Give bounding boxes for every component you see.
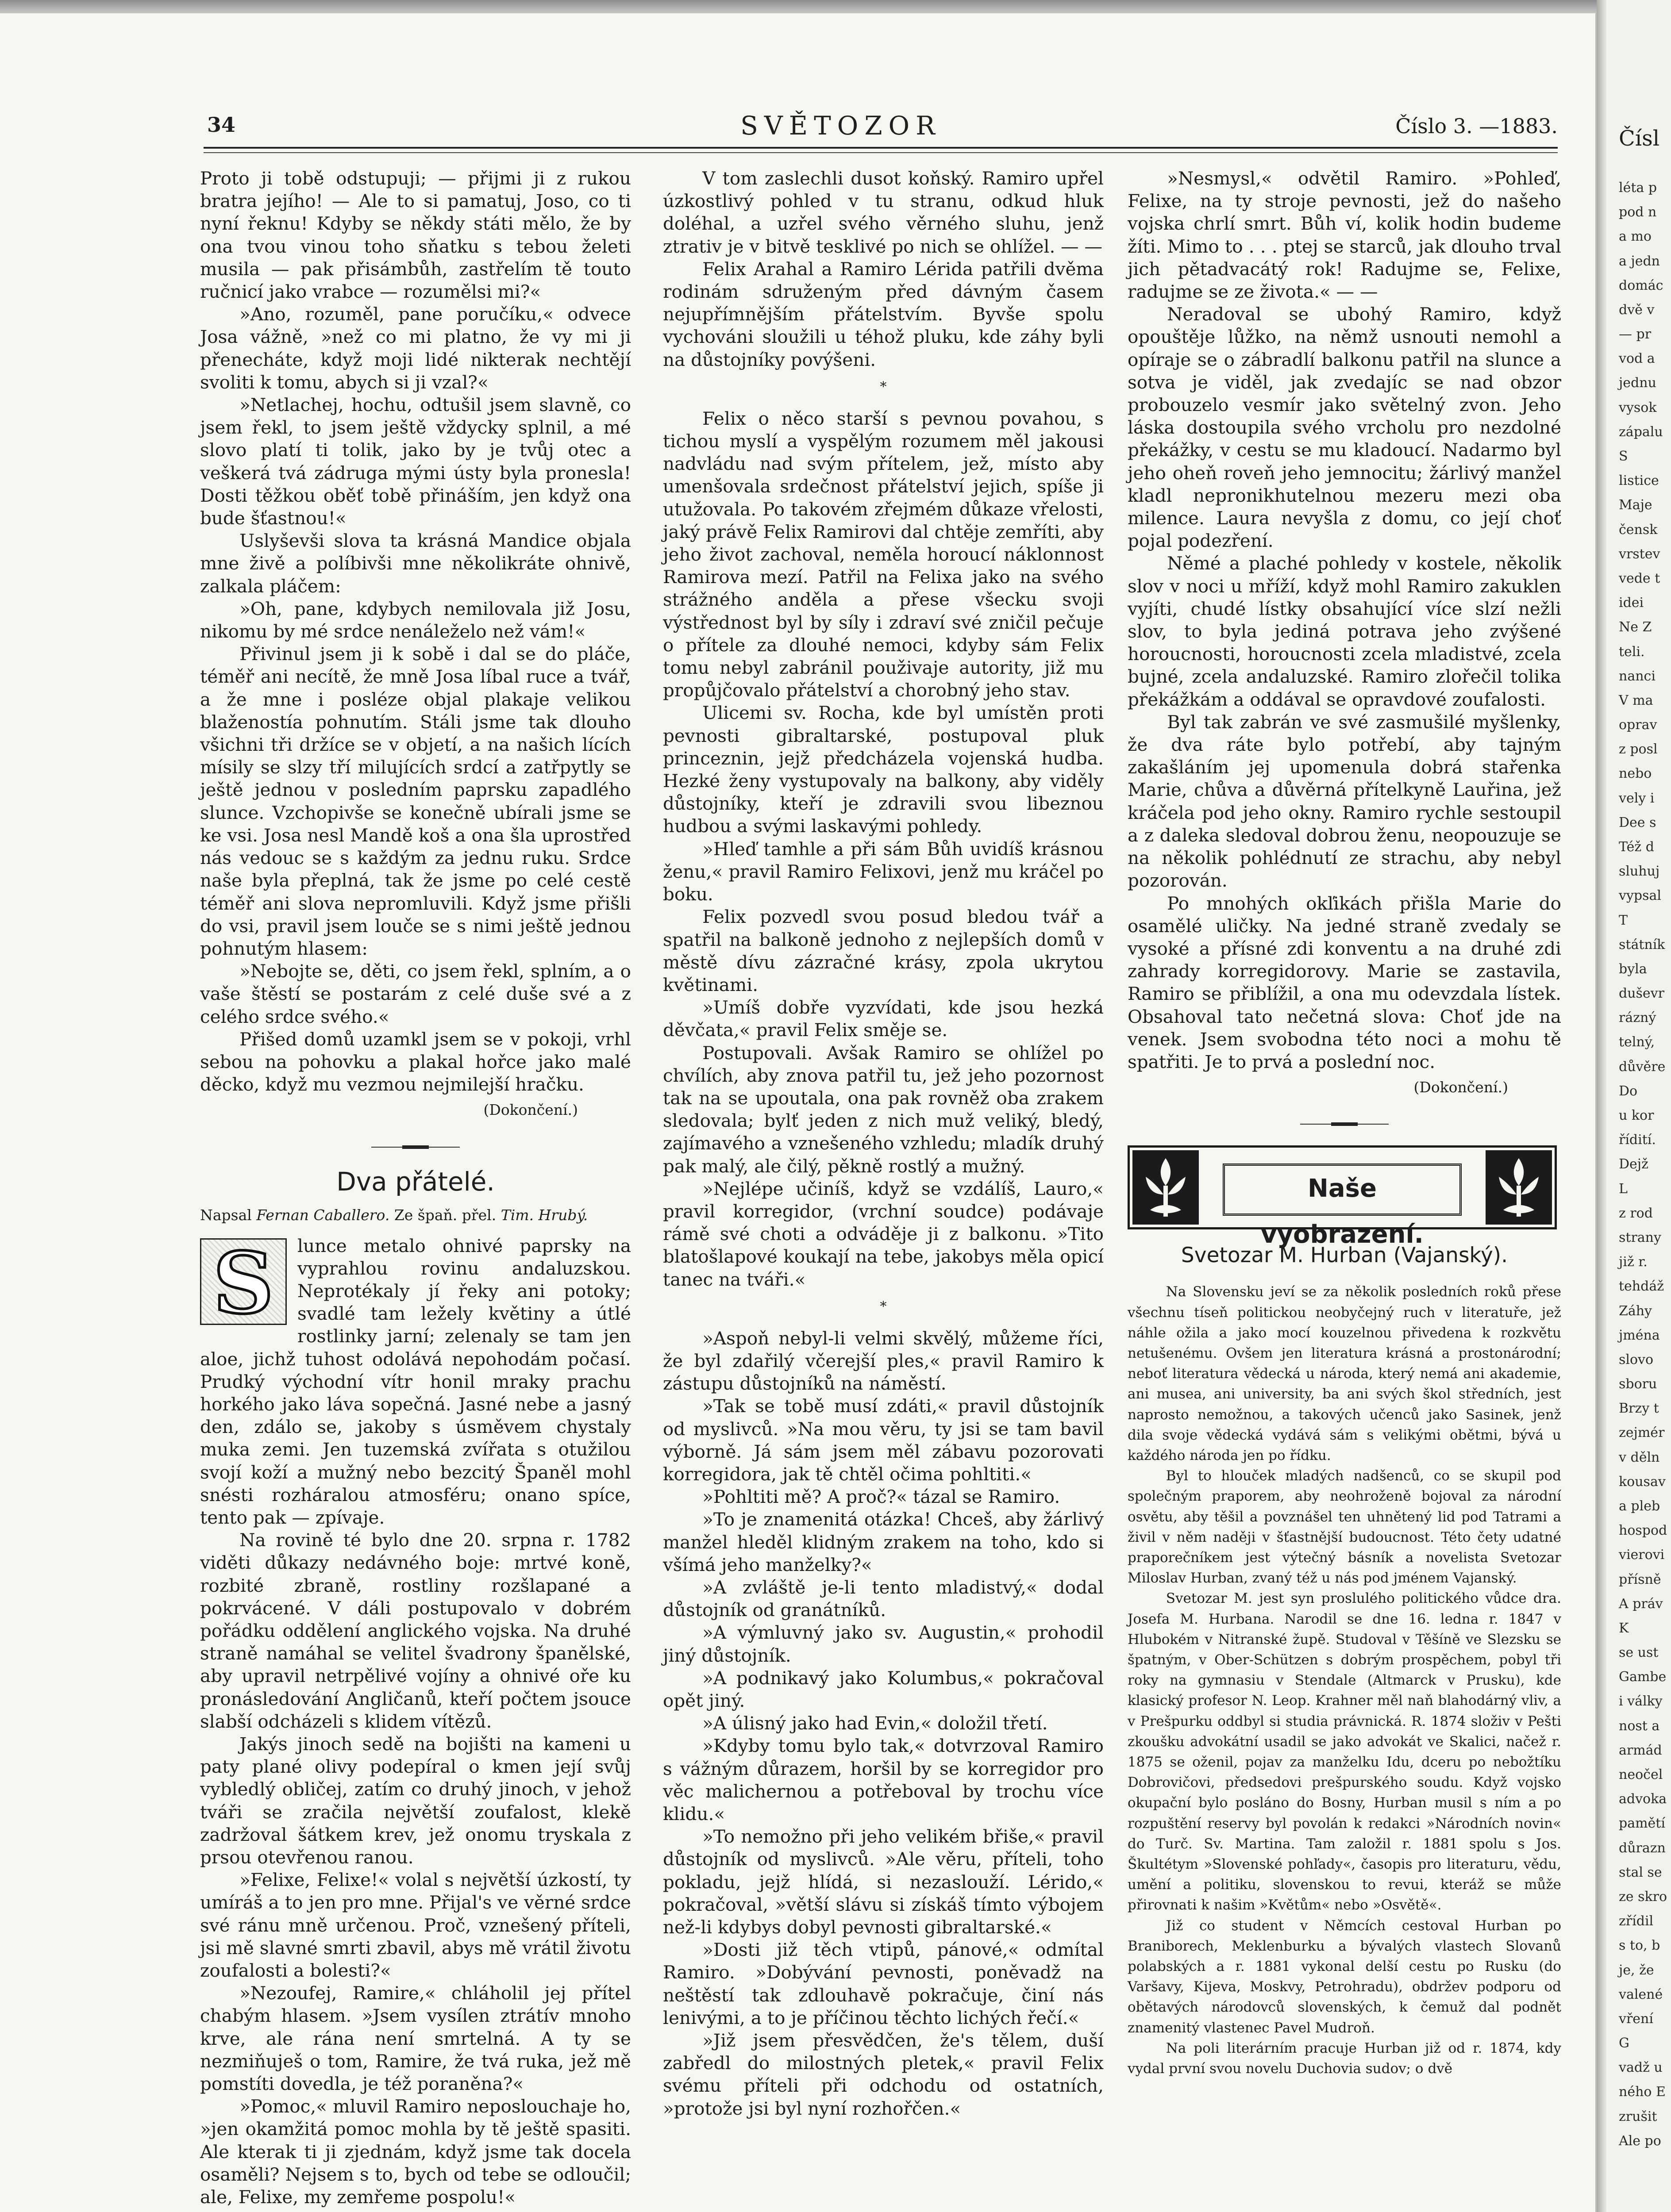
right-page-line: ného E [1619, 2084, 1666, 2100]
paragraph: Na Slovensku jeví se za několik posledních roků přese všechnu tíseň politickou neobyčejný ruch v literatuře, jež náhle ožila a jako mocí kouzelnou přivedena k rozkvětu netušenému. Ovšem jen literatura krásná a prostonárodní; neboť literatura vědecká u národa, který nemá ani akademie, ani musea, ani university, ba ani svých škol středních, jest naprosto nemožnou, a takových učenců jako Sasinek, jenž dila svoje vědecká vydává sám s velikými obětmi, bývá u každého národa jen po řídku. [1128, 1284, 1561, 1463]
right-page-line: v děln [1619, 1450, 1660, 1465]
byline-translator: Tim. Hrubý. [501, 1206, 588, 1224]
right-page-line: státník [1619, 937, 1665, 952]
paragraph: Němé a plaché pohledy v kostele, několik slov v noci u mříží, když mohl Ramiro zakuklen vyjíti, chudé lístky obsahující více slzí nežli slov, to byla jediná potrava jeho zvýšené horoucnosti, horoucnosti zcela mladistvé, zcela bujné, zcela andaluzské. Ramiro zlořečil tolika překážkám a oddával se opravdové zoufalosti. [1128, 553, 1561, 710]
paragraph: »Nebojte se, děti, co jsem řekl, splním, a o vaše štěstí se postarám z celé duše své a z celého srdce svého.« [200, 960, 631, 1027]
right-page-line: listice [1619, 473, 1659, 488]
paragraph: »Aspoň nebyl-li velmi skvělý, můžeme říci, že byl zdařilý včerejší ples,« pravil Ramiro k zástupu důstojníků na náměstí. [663, 1327, 1104, 1394]
paragraph: Neradoval se ubohý Ramiro, když opouštěje lůžko, na němž usnouti nemohl a opíraje se o zábradlí balkonu patřil na slunce a sotva je viděl, jak zvedajíc se nad obzor probouzelo vesmír jako světelný zvon. Jeho láska dostoupila svého vrcholu pro nezdolné překážky, v cestu se mu kladoucí. Nadarmo byl jeho oheň roveň jeho jemnocitu; žárlivý manžel kladl nepronikhutelnou mezeru mezi oba milence. Laura nevyšla z domu, co její choť pojal podezření. [1128, 303, 1561, 552]
paragraph: »Pohltiti mě? A proč?« tázal se Ramiro. [702, 1486, 1060, 1508]
paragraph: »A úlisný jako had Evin,« doložil třetí. [702, 1713, 1048, 1734]
right-page-line: duševr [1619, 986, 1664, 1001]
right-page-line: vření [1619, 2011, 1653, 2027]
paragraph: Felix Arahal a Ramiro Lérida patřili dvěma rodinám sdruženým před dávným časem nejupřímnějším přátelstvím. Byvše spolu vychováni sloužili u téhož pluku, kde záhy byli na důstojníky povýšeni. [663, 258, 1104, 370]
right-page-line: K [1619, 1621, 1629, 1636]
right-page-line: sboru [1619, 1376, 1657, 1392]
section-star: * [880, 1298, 887, 1314]
byline-prefix: Napsal [200, 1206, 252, 1224]
article-body [1128, 1282, 1561, 2079]
paragraph: »A zvláště je-li tento mladistvý,« dodal důstojník od granátníků. [663, 1576, 1104, 1621]
right-page-line: pamětí [1619, 1816, 1665, 1831]
column-2 [663, 167, 1104, 2120]
paragraph: »Umíš dobře vyzvídati, kde jsou hezká děvčata,« pravil Felix směje se. [663, 997, 1104, 1041]
right-page-line: sluhuj [1619, 864, 1660, 879]
right-page-line: jména [1619, 1328, 1660, 1343]
right-page-line: stal se [1619, 1865, 1662, 1880]
right-page-line: zejmér [1619, 1425, 1665, 1440]
right-page-line: Maje [1619, 497, 1652, 513]
right-page-line: nost a [1619, 1718, 1660, 1734]
right-page-line: rázný [1619, 1010, 1656, 1025]
paragraph: Postupovali. Avšak Ramiro se ohlížel po chvílích, aby znova patřil tu, jež jeho pozornost tak na se upoutala, ona pak rovněž oba zrakem sledovala; bylť jeden z nich muž veliký, bledý, zajímavého a vznešeného vzhledu; mladík druhý pak malý, ale čilý, pěkně rostlý a mužný. [663, 1042, 1104, 1177]
continuation-note: (Dokončení.) [1413, 1079, 1508, 1096]
paragraph: »Hleď tamhle a při sám Bůh uvidíš krásnou ženu,« pravil Ramiro Felixovi, jenž mu kráčel po boku. [663, 838, 1104, 905]
right-page-line: vede t [1619, 571, 1660, 586]
right-page-line: je, že [1619, 1962, 1654, 1978]
right-page-line: Ne Z [1619, 619, 1652, 635]
right-page-line: armád [1619, 1743, 1662, 1758]
right-page-line: teli. [1619, 644, 1645, 660]
paragraph: »Oh, pane, kdybych nemilovala již Josu, nikomu by mé srdce nenáleželo než vám!« [200, 598, 631, 642]
right-page-fragment [1606, 0, 1671, 2212]
right-page-line: z rod [1619, 1206, 1653, 1221]
paragraph: »Již jsem přesvědčen, že's tělem, duší zabředl do milostných pletek,« pravil Felix svému příteli při odchodu od ostatních, »protože jsi byl nyní rozhořčen.« [663, 2030, 1104, 2119]
issue-number: Číslo 3. —1883. [1395, 114, 1558, 138]
right-page-line: řídití. [1619, 1132, 1656, 1148]
right-page-line: pod n [1619, 204, 1657, 220]
right-page-line: s to, b [1619, 1938, 1660, 1953]
right-page-line: dvě v [1619, 302, 1655, 318]
right-page-line: neočel [1619, 1767, 1663, 1782]
right-page-line: A práv [1619, 1596, 1663, 1612]
paragraph: »To je znamenitá otázka! Chceš, aby žárlivý manžel hleděl klidným zrakem na toho, kdo si všímá jeho manželky?« [663, 1509, 1104, 1575]
right-page-line: přísně [1619, 1572, 1661, 1587]
page-gutter [1597, 0, 1606, 2212]
right-page-line: V ma [1619, 693, 1653, 708]
paragraph: Ulicemi sv. Rocha, kde byl umístěn proti pevnosti gibraltarské, postupoval pluk princeznin, jejž předcházela vojenská hudba. Hezké ženy vystupovaly na balkony, aby viděly důstojníky, kteří je zdravili svou libeznou hudbou a svými laskavými pohledy. [663, 702, 1104, 837]
paragraph: Přivinul jsem ji k sobě i dal se do pláče, téměř ani necítě, že mně Josa líbal ruce a tvář, a že mne i posléze objal plakaje velikou blaženostía pohnutím. Stáli jsme tak dlouho všichni tři držíce se v objetí, a na našich lících mísily se slzy tří milujících srdcí a zatřpytly se ještě jednou v posledním paprsku zapadlého slunce. Vzchopivše se konečně ubírali jsme se ke vsi. Josa nesl Mandě koš a ona šla uprostřed nás vedouc se s každým za jednu ruku. Srdce naše byla přeplná, tak že jsme po celé cestě téměř ani slova nepromluvili. Když jsme přišli do vsi, pravil jsem louče se s nimi ještě jednou pohnutým hlasem: [200, 643, 631, 959]
paragraph: Uslyševši slova ta krásná Mandice objala mne živě a políbivši mne několikráte ohnivě, zalkala pláčem: [200, 530, 631, 597]
right-page-line: vadž u [1619, 2060, 1663, 2075]
right-page-line: již r. [1619, 1254, 1648, 1270]
right-page-line: a pleb [1619, 1498, 1660, 1514]
banner-label: Naše vyobrazení. [1223, 1164, 1462, 1216]
right-page-line: vysok [1619, 400, 1657, 415]
right-page-line: Též d [1619, 839, 1654, 855]
header-rule [204, 147, 1558, 149]
column-3 [1128, 167, 1561, 2079]
right-page-line: vod a [1619, 351, 1655, 366]
right-page-line: oprav [1619, 717, 1657, 733]
paragraph: »Netlachej, hochu, odtušil jsem slavně, co jsem řekl, to jsem ještě vždycky splnil, a mé slovo platí ti tolik, jako by je tvůj otec a veškerá tvá zádruga mými ústy byla pronesla! Dosti těžkou oběť tobě přináším, jen když ona bude šťastnou!« [200, 394, 631, 529]
paragraph: Proto ji tobě odstupuji; — přijmi ji z rukou bratra jejího! — Ale to si pamatuj, Joso, co ti nyní řeknu! Kdyby se někdy státi mělo, že by ona tvou vinou toho sňatku s tebou želeti musila — pak přisámbůh, zastřelím tě touto ručnicí jako vrabce — rozumělsi mi?« [200, 168, 631, 303]
right-page-line: zápalu [1619, 424, 1663, 440]
right-page-line: léta p [1619, 180, 1657, 196]
paragraph: Přišed domů uzamkl jsem se v pokoji, vrhl sebou na pohovku a plakal hořce jako malé děcko, když mu vezmou nejmilejší hračku. [200, 1028, 631, 1095]
right-page-line: idei [1619, 595, 1644, 611]
section-heading: Svetozar M. Hurban (Vajanský). [1181, 1243, 1508, 1268]
right-page-header: Čísl [1619, 126, 1660, 151]
continuation-note: (Dokončení.) [483, 1101, 578, 1119]
right-page-line: advoka [1619, 1791, 1667, 1807]
right-page-line: i války [1619, 1694, 1663, 1709]
paragraph: »Ano, rozuměl, pane poručíku,« odvece Josa vážně, »než co mi platno, že vy mi ji přenecháte, když moji lidé nikterak nechtějí svoliti k tomu, abych si ji vzal?« [200, 303, 631, 393]
right-page-line: Dejž [1619, 1156, 1648, 1172]
right-page-line: důrazn [1619, 1840, 1666, 1856]
drop-cap-initial: S [200, 1238, 287, 1325]
right-page-line: čensk [1619, 522, 1658, 538]
right-page-line: vierovi [1619, 1547, 1665, 1563]
right-page-line: slovo [1619, 1352, 1654, 1367]
paragraph: Felix pozvedl svou posud bledou tvář a spatřil na balkoně jednoho z nejlepších domů v městě dívu zázračné krásy, zpola ukrytou květinami. [663, 906, 1104, 995]
paragraph: »Tak se tobě musí zdáti,« pravil důstojník od myslivců. »Na mou věru, ty jsi se tam bavil výborně. Já sám jsem měl zábavu pozorovati korregidora, jak tě chtěl očima pohltiti.« [663, 1395, 1104, 1485]
right-page-line: Záhy [1619, 1303, 1652, 1319]
paragraph: Svetozar M. jest syn proslulého politického vůdce dra. Josefa M. Hurbana. Narodil se dne 16. ledna r. 1847 v Hlubokém v Nitranské župě. Studoval v Těšíně ve Slezsku se špatným, v Ober-Schützen s dobrým prospěchem, pobyl tři roky na gymnasiu v Stendale (Altmarck v Prusku), kde klasický profesor N. Leop. Krahner měl naň blahodárný vliv, a v Prešpurku oddbyl si studia právnická. R. 1874 složiv v Pešti zkoušku advokátní usadil se jako advokát ve Skalici, načež r. 1875 se oženil, pojav za manželku Idu, dceru po nebožtíku Dobrovičovi, předsedovi prešpurského soudu. Když vojsko okupační bylo posláno do Bosny, Hurban musil s ním a po rozpuštění reservy byl povolán k redakci »Národních novin« do Turč. Sv. Martina. Tam založil r. 1881 spolu s Jos. Škultétym »Slovenské pohľady«, časopis pro literaturu, vědu, umění a politiku, slovenskou to revui, kteráž se může přirovnati k našim »Květům« nebo »Osvětě«. [1128, 1590, 1561, 1913]
fleur-ornament-icon [1486, 1150, 1552, 1225]
paragraph: Na poli literárním pracuje Hurban již od r. 1874, kdy vydal první svou novelu Duchovia sudov; o dvě [1128, 2040, 1561, 2077]
section-star: * [880, 379, 887, 395]
right-page-line: hospod [1619, 1523, 1667, 1538]
column-1 [200, 167, 631, 2208]
section-divider [1300, 1121, 1389, 1128]
header-rule-thin [204, 152, 1558, 153]
right-page-line: kousav [1619, 1474, 1666, 1490]
paragraph: Byl to hlouček mladých nadšenců, co se skupil pod společným praporem, aby neohroženě bojoval za národní osvětu, aby těšil a povznášel ten uhnětený lid pod Tatrami a živil v něm naději v šťastnější budoucnost. Této čety udatné praporečníkem jest výtečný básník a novelista Svetozar Miloslav Hurban, zvaný též u nás pod jménem Vajanský. [1128, 1468, 1561, 1586]
right-page-line: vely i [1619, 791, 1655, 806]
right-page-line: telný, [1619, 1034, 1655, 1050]
paragraph: Jakýs jinoch sedě na bojišti na kameni u paty plané olivy podepíral o kmen její svůj vybledlý obličej, zatím co druhý jinoch, v jehož tváři se zračila největší zoufalost, klekě zadržoval šátkem krev, jež onomu tryskala z prsou otevřenou ranou. [200, 1733, 631, 1868]
right-page-line: vrstev [1619, 546, 1660, 562]
paragraph: Po mnohých okľikách přišla Marie do osamělé uličky. Na jedné straně zvedaly se vysoké a přísné zdi konventu a na druhé zdi zahrady korregidorovy. Marie se zastavila, Ramiro se přiblížil, a ona mu odevzdala lístek. Obsahoval tato nečetná slova: Choť jde na venek. Jsem svobodna této noci a mohu tě spatřiti. Je to prvá a poslední noc. [1128, 892, 1561, 1072]
paragraph: »A výmluvný jako sv. Augustin,« prohodil jiný důstojník. [663, 1622, 1104, 1666]
right-page-line: důvěre [1619, 1059, 1666, 1075]
paragraph: »Nezoufej, Ramire,« chláholil jej přítel chabým hlasem. »Jsem vysílen ztrátív mnoho krve, ale rána není smrtelná. A ty se nezmiňuješ o tom, Ramire, že tvá ruka, jež mě pomstíti dovedla, je též poraněna?« [200, 1982, 631, 2095]
right-page-line: a jedn [1619, 253, 1660, 269]
right-page-line: ze skro [1619, 1889, 1667, 1905]
right-page-line: G [1619, 2035, 1629, 2051]
right-page-line: zřídil [1619, 1913, 1654, 1929]
magazine-title: SVĚTOZOR [740, 111, 941, 141]
paragraph: »Pomoc,« mluvil Ramiro neposlouchaje ho, »jen okamžitá pomoc mohla by tě ještě spasiti. Ale kterak ti ji zjednám, když jsme tak docela osaměli? Nejsem s to, bych od tebe se odloučil; ale, Felixe, my zemřeme pospolu!« [200, 2096, 631, 2208]
byline [200, 1205, 631, 1226]
paragraph: Již co student v Němcích cestoval Hurban po Braniborech, Meklenburku a bývalých vlastech Slovanů polabských a r. 1881 vykonal delší cestu po Rusku (do Varšavy, Kijeva, Moskvy, Petrohradu), obdržev podporu od obětavých národovců slovenských, k čemuž dal podnět znamenitý vlastenec Pavel Mudroň. [1128, 1917, 1561, 2036]
paragraph: V tom zaslechli dusot koňský. Ramiro upřel úzkostlivý pohled v tu stranu, odkud hluk doléhal, a uzřel svého věrného sluhu, jenž ztrativ je v bitvě tesklivé po nich se ohlížel. — — [663, 168, 1104, 257]
paragraph: »Nejlépe učiníš, když se vzdálíš, Lauro,« pravil korregidor, (vrchní soudce) podávaje rámě své choti a odváděje ji z balkonu. »Tito blatošlapové koukají na tebe, jakobys měla opicí tanec na tváři.« [663, 1178, 1104, 1290]
byline-middle: Ze špaň. přel. [394, 1206, 497, 1224]
right-page-line: valené [1619, 1987, 1663, 2002]
right-page-line: strany [1619, 1230, 1661, 1245]
right-page-line: S [1619, 449, 1628, 464]
right-page-line: se ust [1619, 1645, 1659, 1660]
paragraph: »Felixe, Felixe!« volal s největší úzkostí, ty umíráš a to jen pro mne. Přijal's ve věrné srdce své ránu mně určenou. Proč, vznešený příteli, jsi mě slavné smrti zbavil, abys mě vrátil životu zoufalosti a bolesti?« [200, 1869, 631, 1982]
right-page-line: L [1619, 1181, 1628, 1197]
right-page-line: u kor [1619, 1108, 1654, 1123]
paragraph: Felix o něco starší s pevnou povahou, s tichou myslí a vyspělým rozumem měl jakousi nadvládu nad svým přítelem, jež, místo aby umenšovala srdečnost přátelství jejich, spíše ji utužovala. Po takovém zřejmém důkaze vřelosti, jaký právě Felix Ramirovi dal chtěje zemříti, aby jeho život zachoval, neměla horoucí náklonnost Ramirova mezí. Patřil na Felixa jako na svého strážného anděla a přese všecku svoji výstřednost byl by síly i zdraví své zničil pečuje o přítele za dlouhé nemoci, kdyby sám Felix tomu nebyl zabránil použivaje autority, již mu propůjčovalo přátelství a chorobný jeho stav. [663, 407, 1104, 701]
fleur-ornament-icon [1132, 1150, 1199, 1225]
right-page-line: nebo [1619, 766, 1652, 781]
scan-top-edge [0, 0, 1671, 15]
paragraph: »Nesmysl,« odvětil Ramiro. »Pohleď, Felixe, na ty stroje pevnosti, jež do našeho vojska chrlí smrt. Bůh ví, kolik hodin budeme žíti. Mimo to . . . ptej se starců, jak dlouho trval jich pětadvacátý rok! Radujme se, Felixe, radujme se ze života.« — — [1128, 168, 1561, 303]
right-page-line: domác [1619, 278, 1663, 293]
right-page-line: — pr [1619, 326, 1652, 342]
paragraph: »A podnikavý jako Kolumbus,« pokračoval opět jiný. [663, 1667, 1104, 1711]
right-page-line: Brzy t [1619, 1401, 1659, 1416]
story-title: Dva přátelé. [336, 1166, 495, 1197]
right-page-line: Ale po [1619, 2133, 1661, 2149]
paragraph: »To nemožno při jeho velikém břiše,« pravil důstojník od myslivců. »Ale věru, příteli, toho pokladu, jejž hlídá, si nezaslouží. Lérido,« pokračoval, »větší slávu si získáš tímto výbojem než-li kdybys dobyl pevnosti gibraltarské.« [663, 1826, 1104, 1938]
right-page-line: nanci [1619, 668, 1656, 684]
right-page-line: z posl [1619, 741, 1658, 757]
paragraph: »Dosti již těch vtipů, pánové,« odmítal Ramiro. »Dobývání pevnosti, poněvadž na neštěstí tak zdlouhavě pokračuje, činí nás lenivými, a to je příčinou těchto lichých řečí.« [663, 1939, 1104, 2028]
right-page-line: T [1619, 913, 1628, 928]
paragraph: »Kdyby tomu bylo tak,« dotvrzoval Ramiro s vážným důrazem, horšil by se korregidor pro věc malichernou a potřeboval by trochu více klidu.« [663, 1735, 1104, 1825]
right-page-line: zrušit [1619, 2109, 1657, 2124]
section-banner [1128, 1145, 1557, 1249]
right-page-line: tehdáž [1619, 1279, 1664, 1294]
paragraph: Na rovině té bylo dne 20. srpna r. 1782 viděti důkazy nedávného boje: mrtvé koně, rozbité zbraně, rostliny rozšlapané a pokrvácené. V dáli postupovalo v dobrém pořádku oddělení anglického vojska. Na druhé straně namáhal se velitel švadrony španělské, aby upravil netrpělivé vojíny a ohnivé oře ku pronásledování Angličanů, kteří počtem jsouce slabší odcházeli s klidem vítězů. [200, 1529, 631, 1732]
paragraph: Byl tak zabrán ve své zasmušilé myšlenky, že dva ráte bylo potřebí, aby tajným zakašláním jej upomenula dobrá stařenka Marie, chůva a důvěrná přítelkyně Lauřina, jež kráčela pod jeho okny. Ramiro rychle sestoupil a z daleka sledoval dobrou ženu, neopouzuje se na několik pohlédnutí ze strachu, aby nebyl pozorován. [1128, 711, 1561, 891]
section-divider [371, 1144, 460, 1151]
right-page-line: Dee s [1619, 815, 1656, 830]
right-page-line: byla [1619, 961, 1647, 977]
right-page-line: Do [1619, 1083, 1638, 1099]
byline-author: Fernan Caballero. [256, 1206, 390, 1224]
page-number: 34 [207, 113, 236, 137]
right-page-line: Gambe [1619, 1669, 1667, 1685]
right-page-line: vypsal [1619, 888, 1661, 903]
paragraph: lunce metalo ohnivé paprsky na vyprahlou rovinu andaluzskou. Neprotékaly jí řeky ani potoky; svadlé tam ležely květiny a útlé rostlinky jarní; zelenaly se tam jen aloe, jichž tuhost odolává nepohodám počasí. Prudký východní vítr honil mraky prachu horkého jako láva sopečná. Jasné nebe a jasný den, zdálo se, jakoby s úsměvem chystaly muka zemi. Jen tuzemská zvířata s otužilou svojí koží a mužný nebo bezcitý Španěl mohl snésti rozháralou atmosféru; onano spíce, tento pak — zpívaje. [200, 1235, 631, 1528]
right-page-line: jednu [1619, 375, 1656, 391]
right-page-line: a mo [1619, 229, 1652, 244]
